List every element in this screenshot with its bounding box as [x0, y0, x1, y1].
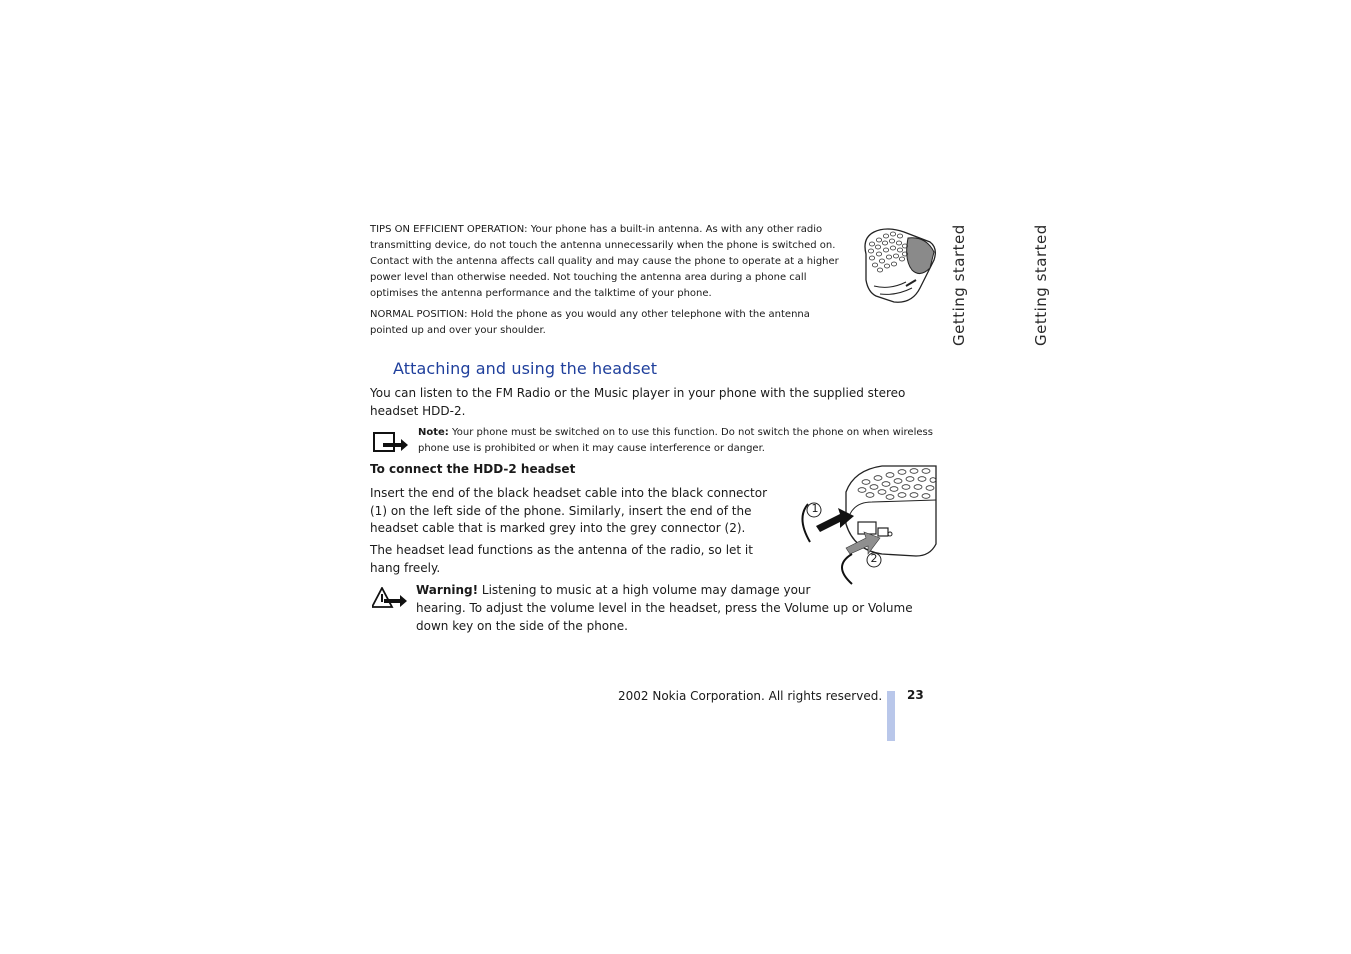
connector-label-2: 2 [870, 552, 878, 565]
connector-label-1: 1 [811, 502, 819, 515]
page-number: 23 [907, 688, 924, 702]
warning-icon [372, 587, 408, 609]
warning-first-line: Listening to music at a high volume may damage your [478, 583, 811, 597]
step-1-paragraph: Insert the end of the black headset cable into the black connector (1) on the left side of the phone. Similarly, insert the end of the headset cable that is marked grey into the grey connector (2). [370, 486, 768, 535]
intro-paragraph: You can listen to the FM Radio or the Music player in your phone with the supplied stereo headset HDD-2. [370, 386, 906, 418]
warning-label: Warning! [416, 583, 479, 597]
headset-connection-illustration [790, 462, 940, 590]
tips-paragraph: TIPS ON EFFICIENT OPERATION: Your phone has a built-in antenna. As with any other radio transmitting device, do not touch the antenna unnecessarily when the phone is switched on. Contact with the antenna affects call quality and may cause the phone to operate at a higher power level than otherwise needed. Not touching the antenna area during a phone call optimises the antenna performance and the talktime of your phone. [370, 224, 839, 299]
footer-accent-bar [887, 691, 895, 741]
subheading: To connect the HDD-2 headset [370, 462, 576, 476]
note-text [418, 425, 938, 457]
side-tab-getting-started-2: Getting started [1032, 224, 1050, 346]
side-tab-getting-started: Getting started [950, 224, 968, 346]
note-body: Your phone must be switched on to use this function. Do not switch the phone on when wireless phone use is prohibited or when it may cause interference or danger. [418, 427, 933, 454]
copyright-text: 2002 Nokia Corporation. All rights reserved. [618, 689, 883, 703]
warning-rest: hearing. To adjust the volume level in the headset, press the Volume up or Volume down key on the side of the phone. [416, 601, 913, 633]
normal-position-paragraph: NORMAL POSITION: Hold the phone as you would any other telephone with the antenna pointed up and over your shoulder. [370, 309, 810, 336]
step-2-paragraph: The headset lead functions as the antenna of the radio, so let it hang freely. [370, 543, 753, 575]
note-label: Note: [418, 427, 449, 438]
section-heading: Attaching and using the headset [393, 359, 658, 378]
phone-antenna-illustration [860, 224, 940, 306]
note-icon [373, 431, 409, 453]
warning-line-1 [416, 582, 811, 600]
